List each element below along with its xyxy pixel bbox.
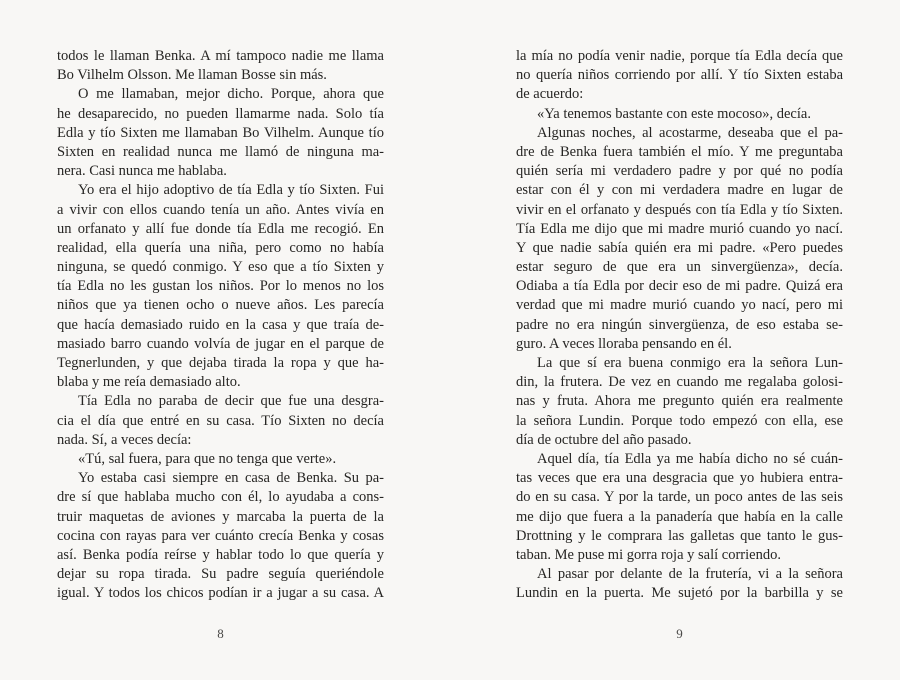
text-line: realidad, ella quería una niña, pero como no había: [57, 239, 384, 256]
text-line: dejar su ropa tirada. Su padre seguía queriéndole: [57, 566, 384, 583]
text-line: me dijo que fuera a la panadería que había en la calle: [516, 508, 843, 525]
text-line: a vivir con ellos cuando tenía un año. Antes vivía en: [57, 201, 384, 218]
text-line: taban. Me puse mi gorra roja y salí corriendo.: [516, 546, 781, 563]
text-line: tía Edla no les gustan los niños. Por lo menos no los: [57, 278, 384, 295]
text-line: nera. Casi nunca me hablaba.: [57, 163, 227, 180]
text-line: que hacía demasiado ruido en la casa y que traía de-: [57, 316, 384, 333]
text-line: Odiaba a tía Edla por decir eso de mi padre. Quizá era: [516, 278, 843, 295]
text-line: dre sí que hablaba mucho con él, lo ayudaba a cons-: [57, 489, 384, 506]
text-line: la mía no podía venir nadie, porque tía Edla decía que: [516, 48, 843, 64]
text-line: padre no era ningún sinvergüenza, de eso estaba se-: [516, 316, 843, 333]
text-line: tas veces que era una desgracia que yo hubiera entra-: [516, 470, 843, 487]
page-right-number: 9: [676, 626, 683, 641]
text-line: cia el día que entré en su casa. Tío Sixten no decía: [57, 412, 384, 429]
text-line: nas y fruta. Ahora me pregunto quién era realmente: [516, 393, 843, 410]
page-left-number: 8: [217, 626, 224, 641]
text-line: día de octubre del año pasado.: [516, 431, 692, 448]
text-line: estar con él y con mi verdadera madre en lugar de: [516, 182, 843, 199]
text-line: así. Benka podía reírse y hablar todo lo que quería y: [57, 546, 384, 563]
text-line: ninguna, se quedó conmigo. Y eso que a tío Sixten y: [57, 259, 384, 276]
text-line: La que sí era buena conmigo era la señora Lun-: [537, 355, 843, 371]
text-line: Al pasar por delante de la frutería, vi a la señora: [537, 566, 843, 583]
text-line: nada. Sí, a veces decía:: [57, 431, 192, 448]
text-line: vivir en el orfanato y después con tía Edla y tío Sixten.: [516, 201, 843, 218]
text-line: igual. Y todos los chicos podían ir a jugar a su casa. A: [57, 585, 384, 602]
text-line: Edla y tío Sixten me llamaban Bo Vilhelm. Aunque tío: [57, 124, 384, 141]
text-line: masiado barro cuando volvía de jugar en el parque de: [57, 335, 384, 352]
text-line: quién sería mi verdadero padre y por qué no podía: [516, 163, 843, 180]
text-line: cocina con rayas para ver cuánto crecía Benka y cosas: [57, 527, 384, 544]
text-line: estar seguro de que era un sinvergüenza», decía.: [516, 259, 843, 276]
text-line: Sixten en realidad nunca me llamó de ninguna ma-: [57, 143, 384, 160]
text-line: Algunas noches, al acostarme, deseaba que el pa-: [537, 124, 843, 141]
text-line: «Tú, sal fuera, para que no tenga que verte».: [78, 450, 337, 467]
text-line: Tía Edla me dijo que mi madre murió cuando yo nací.: [516, 220, 843, 237]
page-left-text: [57, 47, 384, 603]
text-line: do en su casa. Y por la tarde, un poco antes de las seis: [516, 489, 843, 506]
text-line: din, la frutera. De vez en cuando me regalaba golosi-: [516, 374, 843, 391]
text-line: Bo Vilhelm Olsson. Me llaman Bosse sin más.: [57, 67, 327, 84]
text-line: de acuerdo:: [516, 86, 584, 103]
text-line: la señora Lundin. Porque todo empezó con ella, ese: [516, 412, 843, 429]
text-line: Yo estaba casi siempre en casa de Benka. Su pa-: [78, 470, 384, 487]
text-line: dre de Benka fuera también el mío. Y me preguntaba: [516, 143, 843, 160]
text-line: Tegnerlunden, y que dejaba tirada la ropa y que ha-: [57, 355, 384, 371]
text-line: Lundin en la puerta. Me sujetó por la barbilla y se: [516, 585, 843, 602]
text-line: guro. A veces lloraba pensando en él.: [516, 335, 732, 352]
text-line: un orfanato y allí fue donde tía Edla me recogió. En: [57, 220, 384, 237]
text-line: truir maquetas de aviones y marcaba la puerta de la: [57, 508, 384, 525]
text-line: niños que ya tienen ocho o nueve años. Les parecía: [57, 297, 384, 314]
page-right-text: [516, 47, 843, 603]
text-line: he desaparecido, no pueden llamarme nada. Solo tía: [57, 105, 384, 122]
text-line: todos le llaman Benka. A mí tampoco nadie me llama: [57, 48, 384, 64]
text-line: Yo era el hijo adoptivo de tía Edla y tío Sixten. Fui: [78, 182, 384, 199]
text-line: verdad que mi madre murió cuando yo nací, pero mi: [516, 297, 843, 314]
text-line: «Ya tenemos bastante con este mocoso», decía.: [537, 105, 811, 122]
text-line: Tía Edla no paraba de decir que fue una desgra-: [78, 393, 384, 410]
text-line: no quería niños corriendo por allí. Y tío Sixten estaba: [516, 67, 843, 84]
text-line: blaba y me reía demasiado alto.: [57, 374, 241, 391]
text-line: Aquel día, tía Edla ya me había dicho no sé cuán-: [537, 450, 843, 467]
text-line: Drottning y le comprara las galletas que tanto le gus-: [516, 527, 843, 544]
page-right: [450, 0, 900, 680]
text-line: Y que nadie sabía quién era mi padre. «Pero puedes: [516, 239, 843, 256]
text-line: O me llamaban, mejor dicho. Porque, ahora que: [78, 86, 384, 103]
